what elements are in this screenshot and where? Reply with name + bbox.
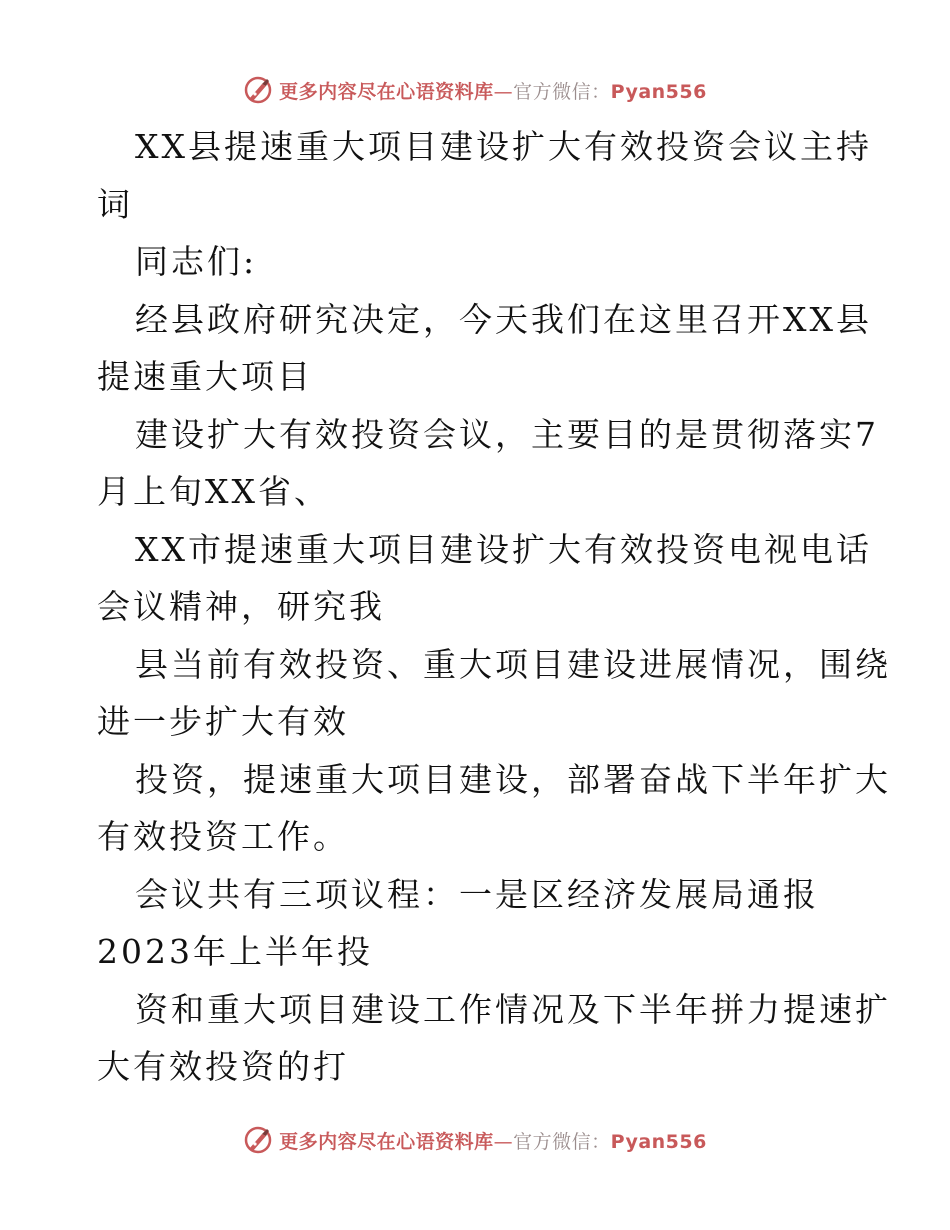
banner-channel-text: 官方微信： (513, 1130, 611, 1153)
doc-line: 提速重大项目 (97, 357, 313, 396)
footer-banner-text (279, 1127, 707, 1154)
doc-line: 资和重大项目建设工作情况及下半年拼力提速扩 (135, 989, 891, 1029)
banner-separator: — (493, 80, 514, 103)
banner-id-text: Pyan556 (610, 1130, 707, 1153)
banner-main-text: 更多内容尽在心语资料库 (279, 1130, 494, 1153)
pen-logo-icon (243, 1125, 273, 1155)
doc-line: 经县政府研究决定，今天我们在这里召开XX县 (135, 299, 872, 339)
banner-main-text: 更多内容尽在心语资料库 (279, 80, 494, 103)
doc-line: 进一步扩大有效 (97, 702, 349, 741)
document-body (97, 118, 891, 1096)
doc-line: 会议共有三项议程：一是区经济发展局通报 (135, 874, 819, 914)
banner-separator: — (493, 1130, 514, 1153)
doc-line: 2023年上半年投 (97, 932, 373, 971)
doc-line: 投资，提速重大项目建设，部署奋战下半年扩大 (135, 759, 891, 799)
doc-line: 会议精神，研究我 (97, 587, 385, 626)
banner-id-text: Pyan556 (610, 80, 707, 103)
doc-title-line-1: XX县提速重大项目建设扩大有效投资会议主持 (135, 127, 872, 166)
pen-logo-icon (243, 75, 273, 105)
doc-line: 月上旬XX省、 (97, 472, 330, 511)
doc-line: 有效投资工作。 (97, 817, 349, 856)
doc-salutation: 同志们: (135, 242, 258, 281)
doc-line: 建设扩大有效投资会议，主要目的是贯彻落实7 (135, 414, 879, 454)
doc-line: 县当前有效投资、重大项目建设进展情况，围绕 (135, 644, 891, 684)
footer-banner (0, 1120, 950, 1160)
doc-title-line-2: 词 (97, 184, 133, 224)
doc-line: 大有效投资的打 (97, 1047, 349, 1086)
header-banner (0, 70, 950, 110)
header-banner-text (279, 77, 707, 104)
banner-channel-text: 官方微信： (513, 80, 611, 103)
doc-line: XX市提速重大项目建设扩大有效投资电视电话 (135, 529, 872, 569)
